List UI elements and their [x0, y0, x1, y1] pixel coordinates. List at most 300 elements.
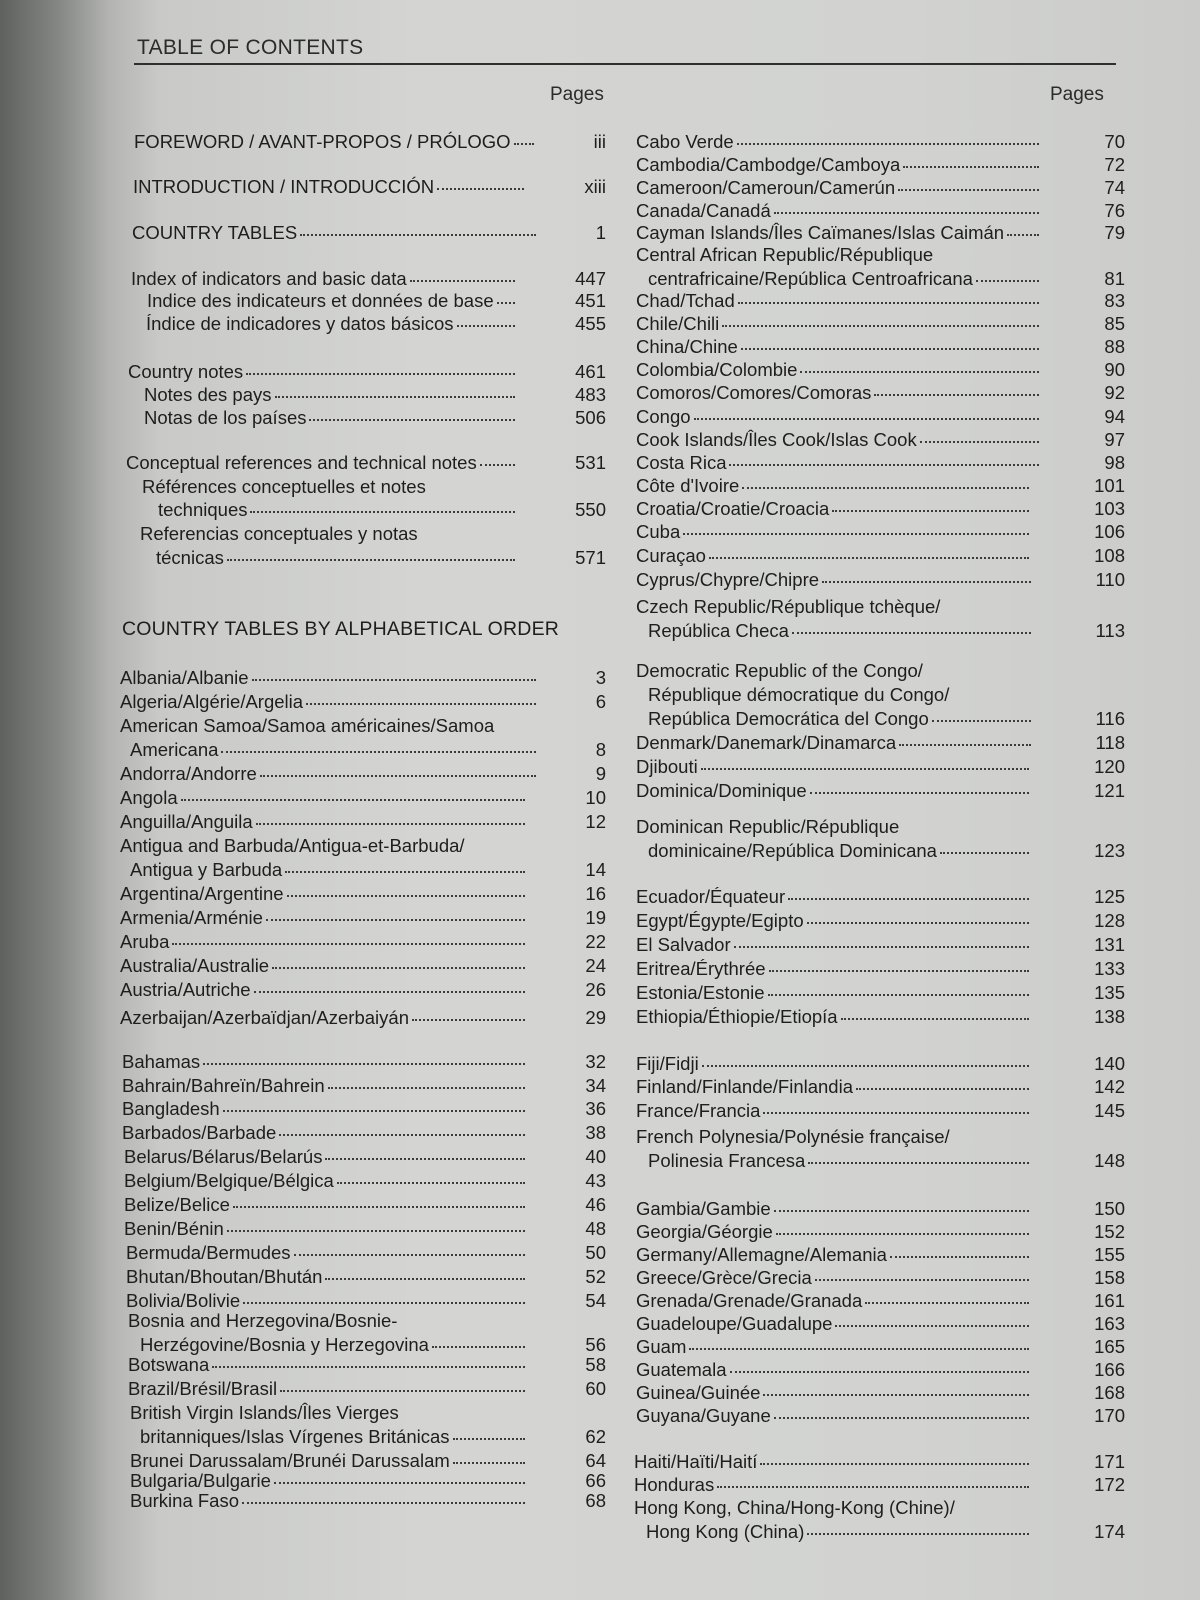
dot-leader [272, 965, 525, 969]
toc-entry-page: 43 [585, 1170, 606, 1191]
toc-entry-label: Bahrain/Bahreïn/Bahrein [122, 1075, 325, 1096]
dot-leader [410, 278, 516, 282]
toc-entry-label: El Salvador [636, 934, 731, 955]
dot-leader [822, 579, 1030, 583]
toc-entry-page: 8 [595, 739, 606, 760]
dot-leader [453, 1460, 526, 1464]
toc-entry-label: Belize/Belice [124, 1194, 230, 1215]
toc-entry-label: Azerbaijan/Azerbaïdjan/Azerbaiyán [120, 1007, 409, 1028]
dot-leader [832, 508, 1029, 512]
toc-entry-label: Polinesia Francesa [648, 1150, 806, 1171]
dot-leader [800, 369, 1039, 373]
toc-entry-label: COUNTRY TABLES [132, 222, 298, 243]
toc-entry [636, 1359, 1125, 1381]
dot-leader [250, 509, 515, 513]
dot-leader [776, 1231, 1029, 1235]
toc-entry-page: 68 [585, 1490, 606, 1511]
toc-entry-page: 170 [1094, 1405, 1125, 1426]
dot-leader [792, 630, 1031, 634]
toc-entry [636, 756, 1125, 778]
toc-entry-label: Conceptual references and technical notes [126, 452, 477, 473]
toc-entry-label: dominicaine/República Dominicana [648, 840, 937, 861]
toc-entry-page: xiii [584, 176, 606, 197]
toc-entry [132, 222, 606, 244]
dot-leader [769, 968, 1030, 972]
toc-entry [122, 1075, 606, 1097]
toc-entry [122, 1051, 606, 1073]
toc-entry [636, 982, 1125, 1004]
toc-entry-page: 6 [595, 691, 606, 712]
toc-entry-label: Aruba [120, 931, 170, 952]
dot-leader [903, 164, 1039, 168]
toc-entry-label: Algeria/Algérie/Argelia [120, 691, 304, 712]
toc-entry-page: 90 [1104, 359, 1125, 380]
dot-leader [256, 821, 526, 825]
dot-leader [737, 141, 1040, 145]
toc-entry-page: 29 [585, 1007, 606, 1028]
toc-entry-label: Bhutan/Bhoutan/Bhután [126, 1266, 323, 1287]
dot-leader [709, 555, 1029, 559]
toc-entry [147, 290, 606, 312]
toc-entry: Czech Republic/République tchèque/ [636, 596, 941, 617]
dot-leader [835, 1323, 1029, 1327]
toc-entry-label: techniques [158, 499, 248, 520]
dot-leader [453, 1436, 526, 1440]
title-rule [134, 63, 1116, 65]
toc-entry-label: Austria/Autriche [120, 979, 251, 1000]
toc-entry-page: 9 [595, 763, 606, 784]
toc-entry-page: 3 [595, 667, 606, 688]
toc-entry-page: 54 [585, 1290, 606, 1311]
toc-entry-label: técnicas [156, 547, 224, 568]
dot-leader [899, 742, 1030, 746]
toc-entry-page: 118 [1095, 732, 1125, 753]
toc-entry [636, 177, 1125, 199]
toc-entry-page: 16 [585, 883, 606, 904]
dot-leader [763, 1392, 1029, 1396]
toc-entry [120, 931, 606, 953]
toc-entry-page: 88 [1104, 336, 1125, 357]
toc-entry-label: Guam [636, 1336, 687, 1357]
toc-entry-label: Ecuador/Équateur [636, 886, 786, 907]
toc-entry [144, 384, 606, 406]
toc-entry [636, 1313, 1125, 1335]
dot-leader [227, 1228, 526, 1232]
toc-entry [636, 200, 1125, 222]
toc-entry [130, 1450, 606, 1472]
toc-entry: Antigua and Barbuda/Antigua-et-Barbuda/ [120, 835, 465, 856]
dot-leader [266, 917, 526, 921]
dot-leader [412, 1017, 525, 1021]
dot-leader [212, 1364, 525, 1368]
toc-entry [120, 691, 606, 713]
toc-entry-label: Burkina Faso [130, 1490, 239, 1511]
dot-leader [808, 1160, 1029, 1164]
dot-leader [480, 462, 515, 466]
toc-entry [636, 1006, 1125, 1028]
toc-entry-label: Notas de los países [144, 407, 307, 428]
toc-entry [146, 313, 606, 335]
toc-entry-page: 451 [575, 290, 606, 311]
toc-entry [648, 1150, 1125, 1172]
toc-entry-page: 120 [1094, 756, 1125, 777]
toc-entry-label: Fiji/Fidji [636, 1053, 699, 1074]
toc-entry-label: Herzégovine/Bosnia y Herzegovina [140, 1334, 429, 1355]
toc-entry [134, 131, 606, 153]
toc-entry-page: 79 [1104, 222, 1125, 243]
dot-leader [280, 1388, 525, 1392]
toc-entry: French Polynesia/Polynésie française/ [636, 1126, 950, 1147]
toc-entry [156, 547, 606, 569]
dot-leader [810, 790, 1029, 794]
toc-entry-label: Angola [120, 787, 178, 808]
toc-entry [126, 452, 606, 474]
toc-entry [636, 475, 1125, 497]
toc-entry-page: 62 [585, 1426, 606, 1447]
toc-entry [133, 176, 606, 198]
toc-entry-label: Argentina/Argentine [120, 883, 284, 904]
toc-entry-page: 166 [1094, 1359, 1125, 1380]
toc-entry-page: 22 [585, 931, 606, 952]
toc-entry-page: 121 [1094, 780, 1125, 801]
toc-entry: Références conceptuelles et notes [142, 476, 426, 497]
toc-entry [128, 361, 606, 383]
toc-entry-label: Andorra/Andorre [120, 763, 257, 784]
dot-leader [275, 394, 516, 398]
toc-entry-label: Dominica/Dominique [636, 780, 807, 801]
toc-entry-label: Cabo Verde [636, 131, 734, 152]
toc-entry [120, 667, 606, 689]
toc-entry-label: República Checa [648, 620, 789, 641]
dot-leader [890, 1254, 1029, 1258]
toc-entry-page: 12 [585, 811, 606, 832]
toc-entry-page: 123 [1094, 840, 1125, 861]
toc-entry-label: Country notes [128, 361, 244, 382]
left-pages-header: Pages [550, 84, 604, 105]
toc-entry-label: Estonia/Estonie [636, 982, 765, 1003]
toc-entry [636, 313, 1125, 335]
toc-entry-page: 531 [575, 452, 606, 473]
toc-entry [124, 1194, 606, 1216]
toc-entry [636, 1198, 1125, 1220]
toc-entry-page: 50 [585, 1242, 606, 1263]
toc-entry-label: Guatemala [636, 1359, 727, 1380]
toc-entry-label: Anguilla/Anguila [120, 811, 253, 832]
toc-entry [636, 732, 1125, 754]
dot-leader [841, 1016, 1030, 1020]
toc-entry-page: 125 [1094, 886, 1125, 907]
toc-entry-label: Botswana [128, 1354, 210, 1375]
toc-entry-page: 38 [585, 1122, 606, 1143]
toc-entry-label: Brunei Darussalam/Brunéi Darussalam [130, 1450, 450, 1471]
toc-entry-label: Finland/Finlande/Finlandia [636, 1076, 853, 1097]
toc-entry [126, 1266, 606, 1288]
toc-entry-label: Armenia/Arménie [120, 907, 263, 928]
dot-leader [309, 417, 515, 421]
toc-entry-page: iii [593, 131, 606, 152]
dot-leader [920, 439, 1040, 443]
toc-entry-page: 70 [1104, 131, 1125, 152]
dot-leader [932, 718, 1031, 722]
toc-entry [636, 406, 1125, 428]
dot-leader [730, 1369, 1030, 1373]
toc-entry-label: Canada/Canadá [636, 200, 771, 221]
toc-entry-page: 48 [585, 1218, 606, 1239]
toc-entry-label: Germany/Allemagne/Alemania [636, 1244, 887, 1265]
toc-entry-page: 171 [1094, 1451, 1125, 1472]
toc-entry: Democratic Republic of the Congo/ [636, 660, 923, 681]
toc-entry [636, 452, 1125, 474]
dot-leader [898, 187, 1039, 191]
toc-entry-page: 483 [575, 384, 606, 405]
toc-entry-page: 145 [1094, 1100, 1125, 1121]
dot-leader [763, 1110, 1029, 1114]
toc-entry-label: Antigua y Barbuda [130, 859, 283, 880]
toc-entry [648, 620, 1125, 642]
toc-entry-label: Brazil/Brésil/Brasil [128, 1378, 278, 1399]
dot-leader [689, 1346, 1029, 1350]
toc-entry [636, 382, 1125, 404]
toc-entry [636, 1336, 1125, 1358]
toc-entry-page: 165 [1094, 1336, 1125, 1357]
toc-entry-label: Chad/Tchad [636, 290, 735, 311]
dot-leader [328, 1085, 526, 1089]
toc-entry-label: Ethiopia/Éthiopie/Etiopía [636, 1006, 838, 1027]
toc-entry [120, 1007, 606, 1029]
toc-entry-page: 140 [1094, 1053, 1125, 1074]
toc-entry-label: centrafricaine/República Centroafricana [648, 268, 973, 289]
right-pages-header: Pages [1050, 84, 1104, 105]
dot-leader [181, 797, 526, 801]
toc-entry [140, 1426, 606, 1448]
toc-entry-page: 116 [1095, 708, 1125, 729]
toc-entry [636, 1405, 1125, 1427]
dot-leader [325, 1276, 525, 1280]
toc-entry: Central African Republic/République [636, 244, 934, 265]
toc-entry-label: Bahamas [122, 1051, 201, 1072]
toc-entry-label: FOREWORD / AVANT-PROPOS / PRÓLOGO [134, 131, 511, 152]
toc-entry-page: 101 [1094, 475, 1125, 496]
toc-entry-page: 155 [1094, 1244, 1125, 1265]
dot-leader [514, 141, 534, 145]
toc-entry [648, 708, 1125, 730]
dot-leader [246, 371, 515, 375]
toc-entry [130, 859, 606, 881]
toc-entry-page: 172 [1094, 1474, 1125, 1495]
toc-entry: Dominican Republic/République [636, 816, 900, 837]
toc-entry [130, 1470, 606, 1492]
dot-leader [243, 1300, 525, 1304]
toc-entry [646, 1521, 1125, 1543]
dot-leader [815, 1277, 1029, 1281]
dot-leader [976, 278, 1039, 282]
toc-entry-page: 66 [585, 1470, 606, 1491]
toc-entry-page: 19 [585, 907, 606, 928]
toc-entry [636, 1076, 1125, 1098]
dot-leader [223, 1108, 526, 1112]
toc-entry [634, 1451, 1125, 1473]
toc-entry: Bosnia and Herzegovina/Bosnie- [128, 1310, 398, 1331]
toc-entry-label: Costa Rica [636, 452, 727, 473]
toc-entry-label: Cyprus/Chypre/Chipre [636, 569, 820, 590]
toc-entry-page: 34 [585, 1075, 606, 1096]
toc-entry [130, 739, 606, 761]
toc-entry-page: 461 [575, 361, 606, 382]
toc-entry-page: 148 [1094, 1150, 1125, 1171]
toc-entry-label: Djibouti [636, 756, 698, 777]
toc-entry-page: 133 [1094, 958, 1125, 979]
toc-entry-label: Índice de indicadores y datos básicos [146, 313, 454, 334]
toc-entry-label: Georgia/Géorgie [636, 1221, 773, 1242]
toc-entry-page: 1 [595, 222, 606, 243]
dot-leader [701, 766, 1029, 770]
toc-entry [636, 934, 1125, 956]
toc-entry [124, 1170, 606, 1192]
dot-leader [221, 749, 535, 753]
dot-leader [874, 392, 1039, 396]
toc-entry-label: Gambia/Gambie [636, 1198, 771, 1219]
toc-entry-page: 106 [1094, 521, 1125, 542]
toc-entry-page: 52 [585, 1266, 606, 1287]
toc-entry-page: 97 [1104, 429, 1125, 450]
dot-leader [856, 1086, 1029, 1090]
toc-entry-label: Congo [636, 406, 691, 427]
toc-entry-label: Index of indicators and basic data [131, 268, 407, 289]
toc-entry [636, 521, 1125, 543]
toc-entry-page: 174 [1094, 1521, 1125, 1542]
toc-entry [636, 1100, 1125, 1122]
toc-entry [128, 1354, 606, 1376]
dot-leader [252, 677, 536, 681]
toc-entry [131, 268, 606, 290]
toc-entry [636, 336, 1125, 358]
toc-entry-label: China/Chine [636, 336, 738, 357]
toc-entry-label: Cuba [636, 521, 681, 542]
dot-leader [807, 920, 1029, 924]
dot-leader [242, 1500, 525, 1504]
toc-entry [636, 569, 1125, 591]
toc-entry [636, 498, 1125, 520]
toc-entry-page: 113 [1095, 620, 1125, 641]
dot-leader [437, 186, 524, 190]
toc-entry-label: Comoros/Comores/Comoras [636, 382, 872, 403]
toc-entry-page: 14 [585, 859, 606, 880]
page-title: TABLE OF CONTENTS [137, 36, 364, 59]
dot-leader [300, 232, 536, 236]
dot-leader [294, 1252, 526, 1256]
toc-entry-page: 138 [1094, 1006, 1125, 1027]
toc-entry-label: Honduras [634, 1474, 715, 1495]
toc-entry-label: Greece/Grèce/Grecia [636, 1267, 812, 1288]
toc-entry [636, 1382, 1125, 1404]
dot-leader [306, 701, 536, 705]
toc-entry-page: 72 [1104, 154, 1125, 175]
toc-entry-label: Croatia/Croatie/Croacia [636, 498, 830, 519]
dot-leader [274, 1480, 526, 1484]
dot-leader [457, 323, 516, 327]
dot-leader [729, 462, 1039, 466]
toc-entry-page: 83 [1104, 290, 1125, 311]
section-heading: COUNTRY TABLES BY ALPHABETICAL ORDER [122, 618, 560, 640]
dot-leader [254, 989, 526, 993]
toc-entry-page: 94 [1104, 406, 1125, 427]
toc-entry [126, 1290, 606, 1312]
toc-entry-label: Australia/Australie [120, 955, 270, 976]
toc-entry-page: 131 [1094, 934, 1125, 955]
dot-leader [738, 300, 1040, 304]
toc-entry [144, 407, 606, 429]
dot-leader [432, 1344, 525, 1348]
toc-entry [120, 955, 606, 977]
dot-leader [702, 1063, 1029, 1067]
toc-entry-label: Guinea/Guinée [636, 1382, 761, 1403]
dot-leader [741, 346, 1040, 350]
dot-leader [940, 850, 1029, 854]
dot-leader [285, 869, 525, 873]
toc-entry-label: Guyana/Guyane [636, 1405, 771, 1426]
toc-entry [636, 1267, 1125, 1289]
toc-entry [648, 840, 1125, 862]
toc-entry-label: britanniques/Islas Vírgenes Británicas [140, 1426, 450, 1447]
toc-entry-page: 32 [585, 1051, 606, 1072]
toc-entry [124, 1146, 606, 1168]
toc-entry-page: 108 [1094, 545, 1125, 566]
toc-entry [128, 1378, 606, 1400]
dot-leader [279, 1132, 525, 1136]
toc-entry [636, 131, 1125, 153]
dot-leader [774, 1208, 1029, 1212]
toc-entry-page: 135 [1094, 982, 1125, 1003]
toc-entry-page: 36 [585, 1098, 606, 1119]
toc-entry-label: Eritrea/Érythrée [636, 958, 766, 979]
dot-leader [287, 893, 526, 897]
toc-entry-label: Indice des indicateurs et données de base [147, 290, 494, 311]
toc-entry-page: 128 [1094, 910, 1125, 931]
toc-entry-label: Guadeloupe/Guadalupe [636, 1313, 833, 1334]
toc-entry-page: 98 [1104, 452, 1125, 473]
toc-entry-label: Côte d'Ivoire [636, 475, 740, 496]
toc-entry-page: 455 [575, 313, 606, 334]
toc-entry-label: Bolivia/Bolivie [126, 1290, 241, 1311]
toc-entry [126, 1242, 606, 1264]
toc-entry-label: Cameroon/Cameroun/Camerún [636, 177, 896, 198]
dot-leader [233, 1204, 526, 1208]
toc-entry [636, 1053, 1125, 1075]
toc-entry-page: 158 [1094, 1267, 1125, 1288]
toc-entry-page: 24 [585, 955, 606, 976]
toc-entry [124, 1218, 606, 1240]
toc-entry-label: Albania/Albanie [120, 667, 249, 688]
toc-entry-label: Cayman Islands/Îles Caïmanes/Islas Caimán [636, 222, 1005, 243]
toc-entry [120, 883, 606, 905]
toc-entry-page: 571 [575, 547, 606, 568]
toc-entry: République démocratique du Congo/ [648, 684, 950, 705]
toc-entry [120, 763, 606, 785]
toc-entry-page: 168 [1094, 1382, 1125, 1403]
toc-entry-label: Barbados/Barbade [122, 1122, 277, 1143]
toc-entry-page: 56 [585, 1334, 606, 1355]
toc-entry [122, 1098, 606, 1120]
toc-entry [636, 1290, 1125, 1312]
toc-entry-label: Belarus/Bélarus/Belarús [124, 1146, 323, 1167]
toc-entry-label: Grenada/Grenade/Granada [636, 1290, 863, 1311]
dot-leader [774, 210, 1040, 214]
dot-leader [722, 323, 1039, 327]
toc-entry-label: Chile/Chili [636, 313, 720, 334]
toc-entry-label: Americana [130, 739, 219, 760]
toc-entry-page: 506 [575, 407, 606, 428]
toc-entry: American Samoa/Samoa américaines/Samoa [120, 715, 495, 736]
